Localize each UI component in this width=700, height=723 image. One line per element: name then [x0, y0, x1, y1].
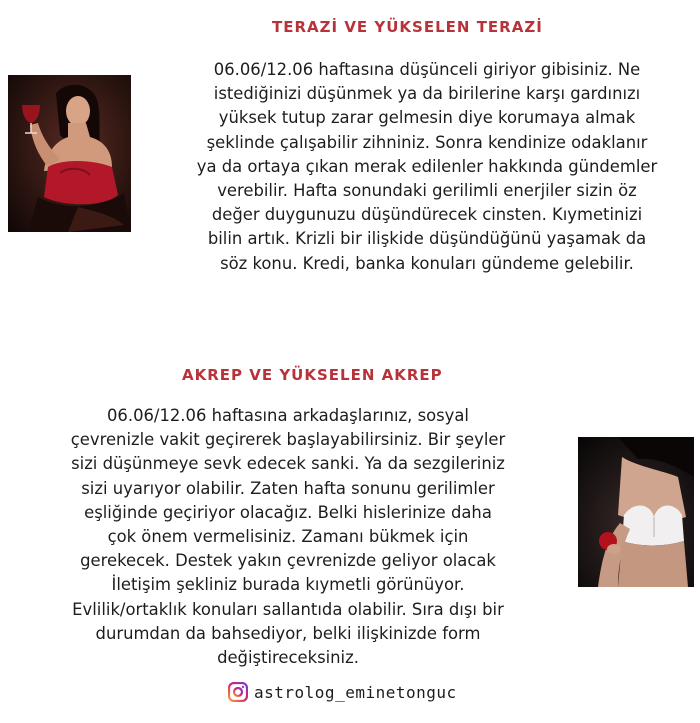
section1-heading: TERAZİ VE YÜKSELEN TERAZİ [272, 18, 543, 36]
instagram-credit[interactable] [228, 682, 457, 702]
section2-line: 06.06/12.06 haftasına arkadaşlarınız, sosyal [107, 406, 469, 425]
instagram-handle[interactable]: astrolog_eminetonguc [254, 682, 457, 702]
section2-line: Evlilik/ortaklık konuları sallantıda olabilir. Sıra dışı bir [72, 599, 504, 619]
section1-line: değer duygunuzu düşündürecek cinsten. Kıymetinizi [211, 205, 643, 225]
section2-heading: AKREP VE YÜKSELEN AKREP [182, 366, 443, 384]
section1-line: söz konu. Kredi, banka konuları gündeme gelebilir. [220, 253, 634, 273]
section2-line: değiştireceksiniz. [217, 648, 359, 668]
section1-line: yüksek tutup zarar gelmesin diye korumaya almak [218, 108, 636, 128]
woman-with-wine-illustration [8, 75, 131, 232]
section2-line: İletişim şekliniz burada kıymetli görünüyor. [111, 575, 465, 595]
section1-paragraph [160, 58, 694, 276]
section2-line: sizi düşünmeye sevk edecek sanki. Ya da sezgileriniz [71, 454, 505, 474]
section2-line: sizi uyarıyor olabilir. Zaten hafta sonunu gerilimler [81, 478, 495, 498]
woman-with-apple-illustration [578, 437, 694, 587]
section2-paragraph [8, 404, 568, 670]
section1-line: şeklinde çalışabilir zihniniz. Sonra kendinize odaklanır [206, 132, 648, 152]
section2-line: çevrenizle vakit geçirerek başlayabilirsiniz. Bir şeyler [70, 430, 506, 450]
section2-line: eşliğinde geçiriyor olacağız. Belki hislerinize daha [84, 502, 492, 522]
section2-line: gerekecek. Destek yakın çevrenizde geliyor olacak [80, 551, 496, 571]
section1-line: ya da ortaya çıkan merak edilenler hakkında gündemler [196, 156, 658, 176]
section1-line: bilin artık. Krizli bir ilişkide düşündüğünü yaşamak da [207, 229, 647, 249]
instagram-icon [228, 682, 248, 702]
section2-line: durumdan da bahsediyor, belki ilişkinizde form [95, 623, 481, 643]
section1-line: 06.06/12.06 haftasına düşünceli giriyor gibisiniz. Ne [213, 60, 641, 79]
section2-line: çok önem vermelisiniz. Zamanı bükmek için [107, 527, 469, 547]
section1-line: istediğinizi düşünmek ya da birilerine karşı gardınızı [213, 84, 641, 104]
section1-line: verebilir. Hafta sonundaki gerilimli enerjiler sizin öz [217, 181, 637, 201]
